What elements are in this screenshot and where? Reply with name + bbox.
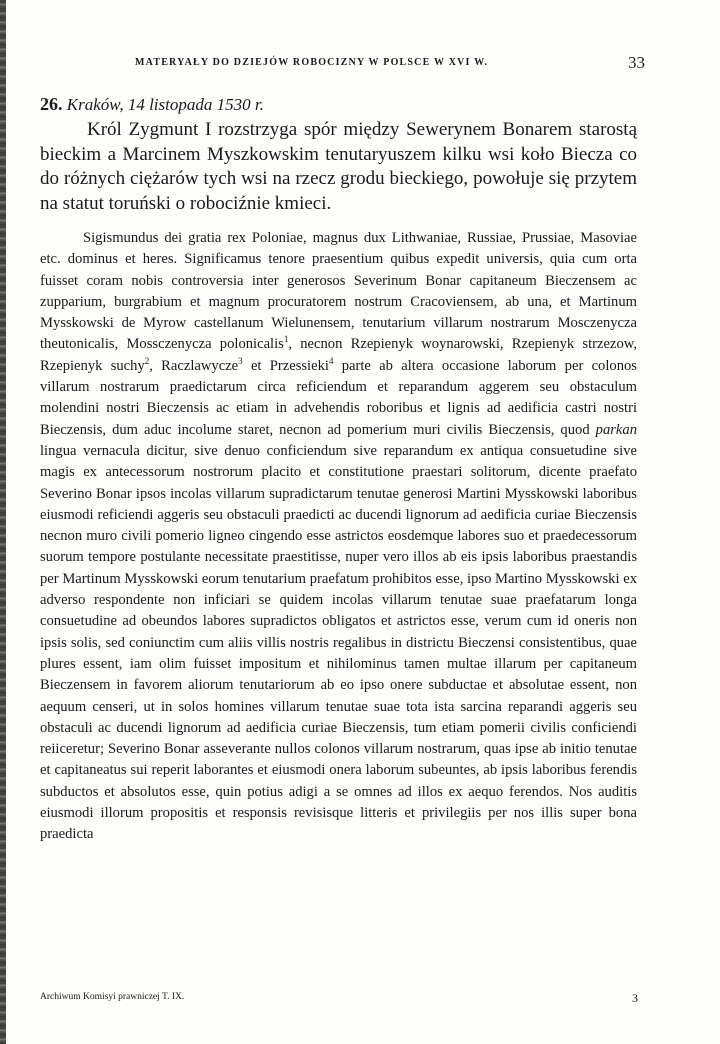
body-text-2: , necnon Rzepienyk woynarowski, Rzepienyk strzezow, Rzepienyk suchy bbox=[40, 336, 637, 374]
footnote-ref-1: 1 bbox=[283, 334, 289, 345]
footnote-ref-2: 2 bbox=[144, 355, 150, 366]
body-text-6: lingua vernacula dicitur, sive denuo conficiendum sive reparandum ex antiqua consuetudine sive magis ex antecessorum nostrorum placito et constitutione praestari solitorum, dicente praefato Severino Bonar ipsos incolas villarum supradictarum tenutae generosi Martini Mysskowski laboribus eiusmodi reficiendi aggeris seu obstaculi praedicti ac ducendi lignorum ad aedificia curiae Bieczensis necnon muro civili pomerio ligneo cingendo esse astrictos eosdemque labores suo et praedecessorum suorum tempore postulante necessitate praestitisse, nuper vero illos ab eis ipsis laboribus praestandis per Martinum Mysskowski eorum tenutarium praefatum prohibitos esse, ipso Martino Mysskowski ex adverso respondente non inficiari se quidem incolas villarum tenutae suae praefatarum longa consuetudine ad obeundos labores supradictos obligatos et astrictos esse, verum cum id oneris non ipsis solis, sed coniunctim cum aliis villis nostris regalibus in districtu Bieczensi consistentibus, quae plures essent, iam olim fuisset impositum et nihilominus tamen multae illarum per capitaneum Bieczensem in favorem aliorum tenutariorum ab eo ipso onere subductae et absolutae essent, non aequum censeri, ut in solos homines villarum tenutae suae tota ista sarcina reparandi aggeris seu obstaculi ac ducendi lignorum ad aedificia curiae Bieczensis, tum etiam pomerii civilis conficiendi reiiceretur; Severino Bonar asseverante nullos colonos villarum nostrarum, quas ipse ab initio tenutae et capitaneatus sui reperit laborantes et eiusmodi onera laborum subeuntes, ab ipsis laboribus ferendis subductos et absolutos esse, quin potius adigi a se omnes ad illos ex aequo ferendos. Nos auditis eiusmodi illorum propositis et responsis revisisque litteris et privilegiis per nos illis super bona praedicta bbox=[40, 442, 637, 843]
body-text-4: et Przessieki bbox=[242, 357, 329, 374]
document-body bbox=[40, 228, 637, 846]
footnote-ref-4: 4 bbox=[328, 355, 334, 366]
document-number: 26. bbox=[40, 94, 63, 114]
document-place-date: Kraków, 14 listopada 1530 r. bbox=[66, 95, 264, 114]
running-title: MATERYAŁY DO DZIEJÓW ROBOCIZNY W POLSCE W XVI W. bbox=[135, 57, 489, 68]
body-text-1: Sigismundus dei gratia rex Poloniae, magnus dux Lithwaniae, Russiae, Prussiae, Masoviae etc. dominus et heres. Significamus tenore praesentium quibus expedit universis, quia cum orta fuisset coram nobis controversia inter generosos Severinum Bonar capitaneum Bieczensem ac zupparium, burgrabium et magnum procuratorem nostrum Cracoviensem, ab una, et Martinum Mysskowski de Myrow castellanum Wielunensem, tenutarium villarum nostrarum Mosczenycza theutonicalis, Mossczenycza polonicalis bbox=[40, 230, 637, 353]
body-text-5: parte ab altera occasione laborum per colonos villarum nostrarum praedictarum circa reficiendum et reparandum aggerem seu obstaculum molendini nostri Bieczensis ac etiam in advehendis roboribus et lignis ad aedificia castri nostri Bieczensis, dum aduc incolume staret, necnon ad pomerium muri civilis Bieczensis, quod bbox=[40, 357, 637, 438]
page-number: 33 bbox=[628, 53, 645, 72]
vernacular-term: parkan bbox=[595, 421, 637, 438]
footer-signature: 3 bbox=[632, 991, 638, 1005]
body-text-3: , Raczlawycze bbox=[149, 357, 239, 374]
document-summary: Król Zygmunt I rozstrzyga spór między Sewerynem Bonarem starostą bieckim a Marcinem Myszkowskim tenutaryuszem kilku wsi koło Biecza co do różnych ciężarów tych wsi na rzecz grodu bieckiego, powołuje się przytem na statut toruński o robociźnie kmieci. bbox=[40, 119, 637, 214]
document-heading bbox=[40, 94, 264, 115]
footnote-ref-3: 3 bbox=[238, 355, 243, 366]
binding-edge bbox=[0, 0, 6, 1044]
footer-source: Archiwum Komisyi prawniczej T. IX. bbox=[40, 992, 185, 1002]
running-head bbox=[40, 53, 645, 77]
